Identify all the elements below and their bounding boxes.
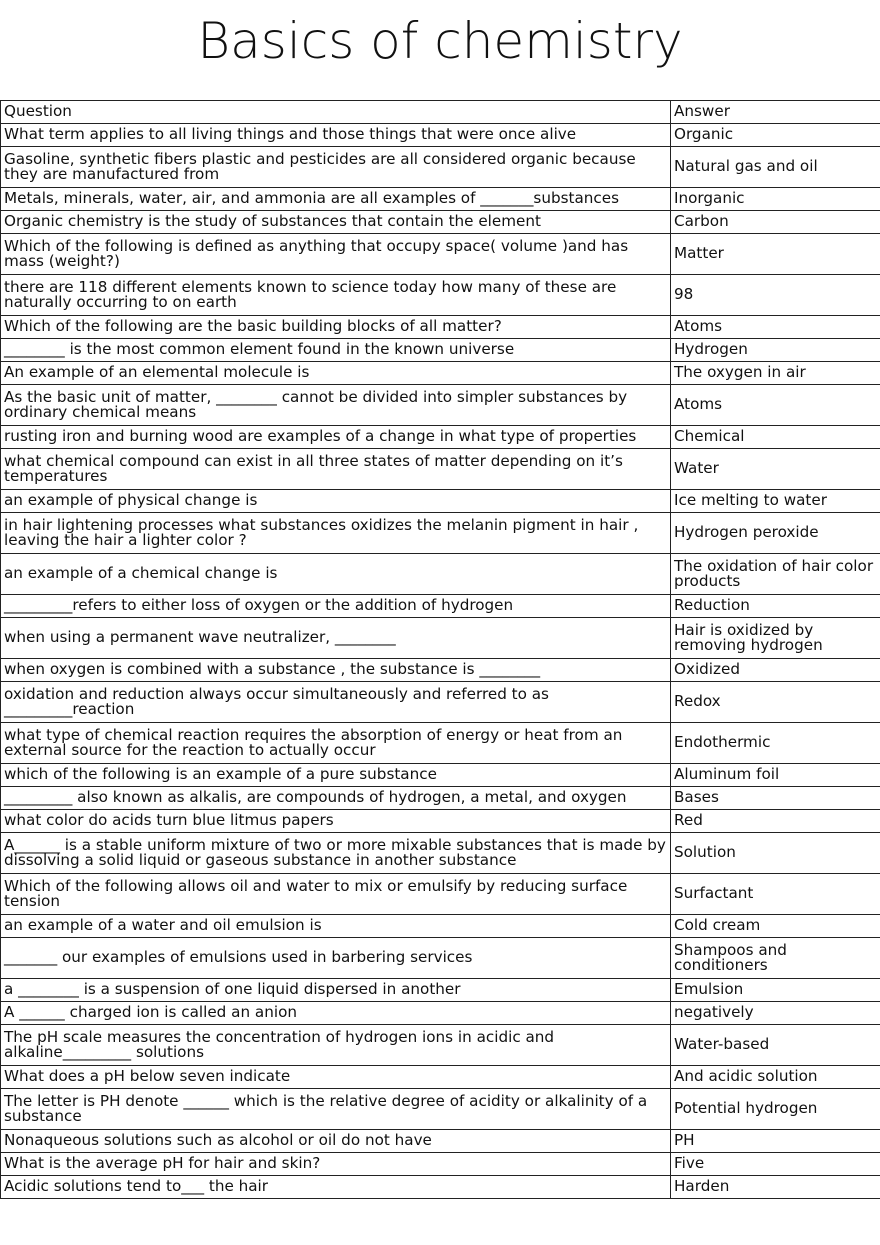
table-row — [1, 513, 880, 554]
question-cell: Gasoline, synthetic fibers plastic and pesticides are all considered organic because they are manufactured from — [1, 147, 671, 188]
table-row — [1, 1130, 880, 1153]
table-row — [1, 787, 880, 810]
answer-cell: Emulsion — [671, 979, 880, 1002]
answer-cell: Hydrogen — [671, 339, 880, 362]
page-title: Basics of chemistry — [197, 12, 683, 70]
table-row — [1, 554, 880, 595]
qa-table — [0, 100, 880, 1199]
question-cell: Nonaqueous solutions such as alcohol or oil do not have — [1, 1130, 671, 1153]
table-row — [1, 385, 880, 426]
question-cell: what color do acids turn blue litmus papers — [1, 810, 671, 833]
answer-cell: Cold cream — [671, 915, 880, 938]
answer-cell: negatively — [671, 1002, 880, 1025]
answer-cell: The oxidation of hair color products — [671, 554, 880, 595]
question-cell: _________ also known as alkalis, are compounds of hydrogen, a metal, and oxygen — [1, 787, 671, 810]
question-cell: Organic chemistry is the study of substances that contain the element — [1, 211, 671, 234]
table-row — [1, 915, 880, 938]
answer-cell: Water-based — [671, 1025, 880, 1066]
table-row — [1, 979, 880, 1002]
question-cell: _______ our examples of emulsions used in barbering services — [1, 938, 671, 979]
question-cell: Which of the following are the basic building blocks of all matter? — [1, 316, 671, 339]
table-row — [1, 339, 880, 362]
question-cell: rusting iron and burning wood are examples of a change in what type of properties — [1, 426, 671, 449]
question-cell: An example of an elemental molecule is — [1, 362, 671, 385]
question-cell: ________ is the most common element found in the known universe — [1, 339, 671, 362]
answer-cell: Matter — [671, 234, 880, 275]
table-row — [1, 1066, 880, 1089]
answer-cell: PH — [671, 1130, 880, 1153]
answer-cell: Water — [671, 449, 880, 490]
question-cell: when using a permanent wave neutralizer, ________ — [1, 618, 671, 659]
answer-cell: Carbon — [671, 211, 880, 234]
table-row — [1, 275, 880, 316]
answer-cell: Aluminum foil — [671, 764, 880, 787]
answer-cell: Harden — [671, 1176, 880, 1199]
table-row — [1, 810, 880, 833]
table-row — [1, 874, 880, 915]
answer-cell: Red — [671, 810, 880, 833]
table-row — [1, 147, 880, 188]
question-cell: What term applies to all living things and those things that were once alive — [1, 124, 671, 147]
question-cell: What does a pH below seven indicate — [1, 1066, 671, 1089]
question-cell: _________refers to either loss of oxygen or the addition of hydrogen — [1, 595, 671, 618]
table-row — [1, 362, 880, 385]
table-row — [1, 316, 880, 339]
answer-cell: Five — [671, 1153, 880, 1176]
question-cell: Which of the following allows oil and water to mix or emulsify by reducing surface tension — [1, 874, 671, 915]
answer-cell: The oxygen in air — [671, 362, 880, 385]
table-row — [1, 234, 880, 275]
question-cell: when oxygen is combined with a substance , the substance is ________ — [1, 659, 671, 682]
question-cell: what type of chemical reaction requires the absorption of energy or heat from an external source for the reaction to actually occur — [1, 723, 671, 764]
answer-column-header: Answer — [671, 101, 880, 124]
answer-cell: 98 — [671, 275, 880, 316]
question-cell: oxidation and reduction always occur simultaneously and referred to as _________reaction — [1, 682, 671, 723]
answer-cell: Potential hydrogen — [671, 1089, 880, 1130]
table-row — [1, 211, 880, 234]
table-row — [1, 595, 880, 618]
question-cell: an example of physical change is — [1, 490, 671, 513]
question-cell: The letter is PH denote ______ which is the relative degree of acidity or alkalinity of a substance — [1, 1089, 671, 1130]
table-row — [1, 723, 880, 764]
answer-cell: Reduction — [671, 595, 880, 618]
answer-cell: Natural gas and oil — [671, 147, 880, 188]
question-cell: in hair lightening processes what substances oxidizes the melanin pigment in hair , leaving the hair a lighter color ? — [1, 513, 671, 554]
answer-cell: And acidic solution — [671, 1066, 880, 1089]
answer-cell: Atoms — [671, 385, 880, 426]
table-row — [1, 659, 880, 682]
answer-cell: Ice melting to water — [671, 490, 880, 513]
answer-cell: Atoms — [671, 316, 880, 339]
table-header-row — [1, 101, 880, 124]
table-row — [1, 426, 880, 449]
table-row — [1, 938, 880, 979]
table-row — [1, 1025, 880, 1066]
table-row — [1, 490, 880, 513]
answer-cell: Inorganic — [671, 188, 880, 211]
table-row — [1, 449, 880, 490]
table-row — [1, 682, 880, 723]
table-row — [1, 1176, 880, 1199]
question-cell: A______ is a stable uniform mixture of two or more mixable substances that is made by dissolving a solid liquid or gaseous substance in another substance — [1, 833, 671, 874]
question-cell: which of the following is an example of a pure substance — [1, 764, 671, 787]
question-cell: an example of a chemical change is — [1, 554, 671, 595]
question-cell: Metals, minerals, water, air, and ammonia are all examples of _______substances — [1, 188, 671, 211]
table-row — [1, 1002, 880, 1025]
table-row — [1, 618, 880, 659]
question-cell: what chemical compound can exist in all three states of matter depending on it’s temperatures — [1, 449, 671, 490]
answer-cell: Shampoos and conditioners — [671, 938, 880, 979]
answer-cell: Hair is oxidized by removing hydrogen — [671, 618, 880, 659]
answer-cell: Bases — [671, 787, 880, 810]
table-row — [1, 188, 880, 211]
question-cell: Which of the following is defined as anything that occupy space( volume )and has mass (weight?) — [1, 234, 671, 275]
answer-cell: Organic — [671, 124, 880, 147]
table-row — [1, 124, 880, 147]
answer-cell: Surfactant — [671, 874, 880, 915]
answer-cell: Hydrogen peroxide — [671, 513, 880, 554]
question-cell: a ________ is a suspension of one liquid dispersed in another — [1, 979, 671, 1002]
question-column-header: Question — [1, 101, 671, 124]
answer-cell: Redox — [671, 682, 880, 723]
table-row — [1, 833, 880, 874]
question-cell: Acidic solutions tend to___ the hair — [1, 1176, 671, 1199]
answer-cell: Chemical — [671, 426, 880, 449]
table-row — [1, 1153, 880, 1176]
question-cell: What is the average pH for hair and skin? — [1, 1153, 671, 1176]
answer-cell: Oxidized — [671, 659, 880, 682]
question-cell: there are 118 different elements known to science today how many of these are naturally occurring to on earth — [1, 275, 671, 316]
question-cell: an example of a water and oil emulsion is — [1, 915, 671, 938]
answer-cell: Endothermic — [671, 723, 880, 764]
table-row — [1, 1089, 880, 1130]
answer-cell: Solution — [671, 833, 880, 874]
question-cell: As the basic unit of matter, ________ cannot be divided into simpler substances by ordinary chemical means — [1, 385, 671, 426]
question-cell: A ______ charged ion is called an anion — [1, 1002, 671, 1025]
question-cell: The pH scale measures the concentration of hydrogen ions in acidic and alkaline_________ solutions — [1, 1025, 671, 1066]
table-row — [1, 764, 880, 787]
